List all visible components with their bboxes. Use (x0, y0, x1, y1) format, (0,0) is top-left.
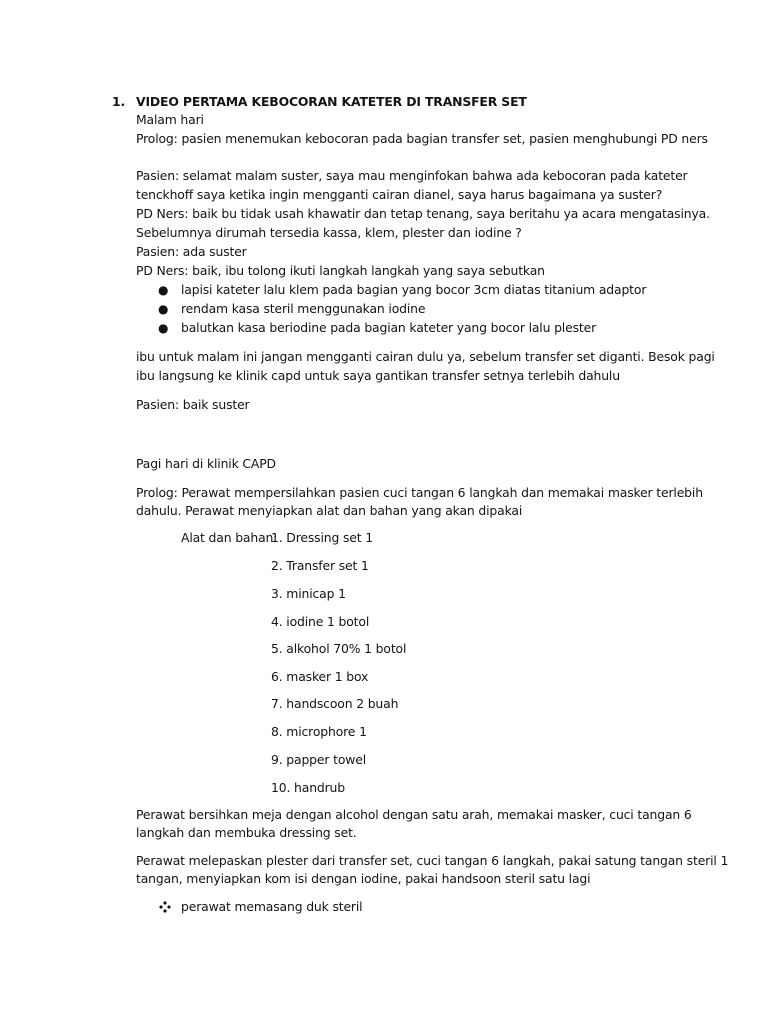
tool-item: 1. Dressing set 1 (271, 530, 373, 545)
patient-reply: Pasien: baik suster (136, 397, 250, 412)
step-item: rendam kasa steril menggunakan iodine (181, 301, 426, 316)
section-number: 1. (112, 94, 126, 109)
tool-item: 4. iodine 1 botol (271, 614, 370, 629)
bullet-icon: ● (158, 283, 169, 297)
dialog-line: Sebelumnya dirumah tersedia kassa, klem, plester dan iodine ? (136, 225, 522, 240)
dialog-line: tenckhoff saya ketika ingin mengganti cairan dianel, saya harus bagaimana ya suster? (136, 187, 663, 202)
prolog-morning: Prolog: Perawat mempersilahkan pasien cuci tangan 6 langkah dan memakai masker terlebih (136, 485, 703, 500)
tools-label: Alat dan bahan: (181, 530, 278, 545)
tool-item: 2. Transfer set 1 (271, 558, 369, 573)
tool-item: 6. masker 1 box (271, 669, 369, 684)
diamond-item: perawat memasang duk steril (181, 899, 363, 914)
tool-item: 5. alkohol 70% 1 botol (271, 641, 407, 656)
section-title: VIDEO PERTAMA KEBOCORAN KATETER DI TRANSFER SET (136, 94, 527, 109)
tool-item: 8. microphore 1 (271, 724, 367, 739)
step-item: balutkan kasa beriodine pada bagian kateter yang bocor lalu plester (181, 320, 597, 335)
bullet-icon: ● (158, 321, 169, 335)
bullet-icon: ● (158, 302, 169, 316)
closing-line: ibu langsung ke klinik capd untuk saya gantikan transfer setnya terlebih dahulu (136, 368, 620, 383)
paragraph-line: langkah dan membuka dressing set. (136, 825, 357, 840)
paragraph-line: Perawat bersihkan meja dengan alcohol dengan satu arah, memakai masker, cuci tangan 6 (136, 807, 692, 822)
dialog-line: Pasien: ada suster (136, 244, 247, 259)
diamond-bullet-icon (159, 901, 171, 913)
paragraph-line: tangan, menyiapkan kom isi dengan iodine, pakai handsoon steril satu lagi (136, 871, 591, 886)
prolog-night: Prolog: pasien menemukan kebocoran pada bagian transfer set, pasien menghubungi PD ners (136, 131, 708, 146)
tool-item: 7. handscoon 2 buah (271, 696, 399, 711)
dialog-line: PD Ners: baik, ibu tolong ikuti langkah langkah yang saya sebutkan (136, 263, 545, 278)
time-label-morning: Pagi hari di klinik CAPD (136, 456, 276, 471)
dialog-line: Pasien: selamat malam suster, saya mau menginfokan bahwa ada kebocoran pada kateter (136, 168, 688, 183)
paragraph-line: Perawat melepaskan plester dari transfer set, cuci tangan 6 langkah, pakai satung tangan steril 1 (136, 853, 729, 868)
prolog-morning: dahulu. Perawat menyiapkan alat dan bahan yang akan dipakai (136, 503, 523, 518)
closing-line: ibu untuk malam ini jangan mengganti cairan dulu ya, sebelum transfer set diganti. Besok pagi (136, 349, 715, 364)
step-item: lapisi kateter lalu klem pada bagian yang bocor 3cm diatas titanium adaptor (181, 282, 647, 297)
tool-item: 9. papper towel (271, 752, 366, 767)
dialog-line: PD Ners: baik bu tidak usah khawatir dan tetap tenang, saya beritahu ya acara mengatasinya. (136, 206, 710, 221)
tool-item: 10. handrub (271, 780, 345, 795)
tool-item: 3. minicap 1 (271, 586, 346, 601)
time-label-night: Malam hari (136, 112, 204, 127)
